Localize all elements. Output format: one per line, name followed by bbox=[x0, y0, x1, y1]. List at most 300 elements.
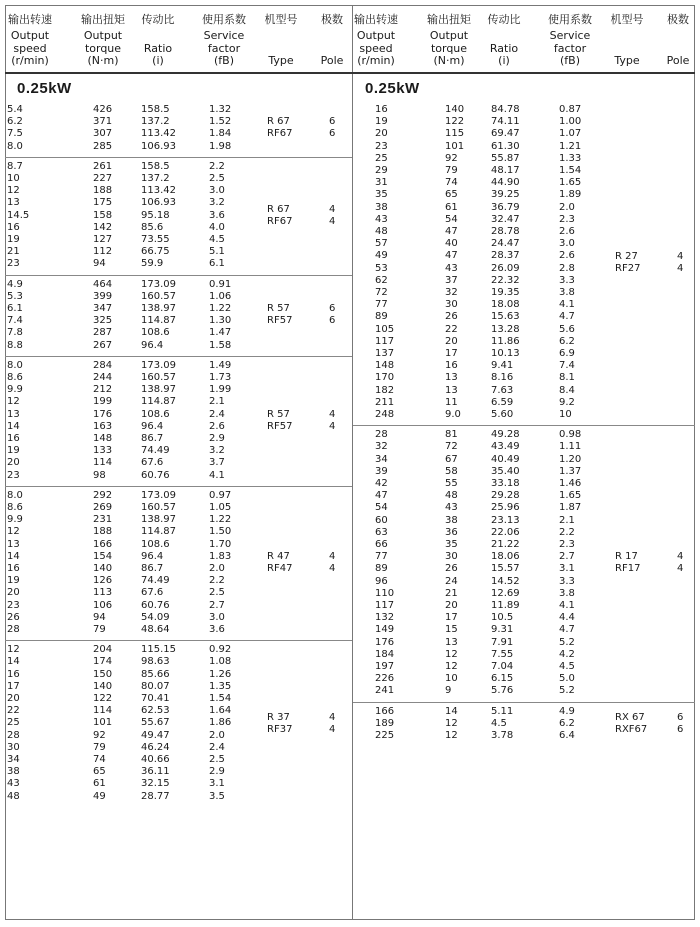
header-type-zh: 机型号 bbox=[610, 13, 644, 26]
pole-value: 6 bbox=[329, 128, 336, 140]
header-ratio-en3: (i) bbox=[498, 54, 510, 67]
torque-cell: 81 bbox=[445, 429, 458, 441]
right-power-label: 0.25kW bbox=[365, 80, 420, 97]
speed-cell: 10 bbox=[7, 173, 20, 184]
ratio-cell: 61.30 bbox=[491, 140, 520, 152]
table-row bbox=[5, 742, 352, 754]
torque-cell: 261 bbox=[93, 160, 113, 172]
factor-cell: 0.97 bbox=[209, 489, 232, 501]
factor-cell: 1.22 bbox=[209, 514, 232, 526]
ratio-cell: 173.09 bbox=[141, 489, 176, 501]
torque-cell: 47 bbox=[445, 226, 458, 237]
factor-cell: 2.0 bbox=[209, 729, 225, 741]
ratio-cell: 11.86 bbox=[491, 335, 520, 347]
header-service-zh: 使用系数 bbox=[202, 13, 246, 26]
ratio-cell: 22.06 bbox=[491, 526, 520, 538]
table-row bbox=[353, 177, 695, 189]
table-row bbox=[5, 421, 352, 433]
header-service-en2: factor bbox=[207, 42, 241, 55]
ratio-cell: 114.87 bbox=[141, 315, 176, 327]
speed-cell: 176 bbox=[375, 636, 395, 648]
table-row bbox=[5, 291, 352, 303]
speed-cell: 184 bbox=[375, 648, 395, 660]
torque-cell: 49 bbox=[93, 790, 106, 802]
speed-cell: 29 bbox=[375, 165, 388, 176]
speed-cell: 5.3 bbox=[7, 290, 23, 302]
ratio-cell: 5.11 bbox=[491, 705, 514, 717]
torque-cell: 12 bbox=[445, 661, 458, 672]
ratio-cell: 13.28 bbox=[491, 323, 520, 335]
factor-cell: 1.22 bbox=[209, 303, 232, 314]
factor-cell: 1.83 bbox=[209, 550, 232, 562]
factor-cell: 5.1 bbox=[209, 246, 225, 258]
group-separator bbox=[5, 157, 352, 158]
torque-cell: 65 bbox=[445, 189, 458, 201]
table-row bbox=[353, 165, 695, 177]
speed-cell: 17 bbox=[7, 680, 20, 692]
ratio-cell: 32.15 bbox=[141, 778, 170, 790]
speed-cell: 170 bbox=[375, 372, 395, 384]
torque-cell: 21 bbox=[445, 587, 458, 599]
header-speed-zh: 输出转速 bbox=[8, 13, 52, 26]
factor-cell: 8.4 bbox=[559, 384, 575, 396]
factor-cell: 1.37 bbox=[559, 465, 582, 477]
speed-cell: 13 bbox=[7, 197, 20, 209]
speed-cell: 8.8 bbox=[7, 339, 23, 351]
torque-cell: 399 bbox=[93, 290, 113, 302]
factor-cell: 5.6 bbox=[559, 323, 575, 335]
speed-cell: 63 bbox=[375, 526, 388, 538]
speed-cell: 20 bbox=[375, 128, 388, 140]
table-row bbox=[5, 563, 352, 575]
factor-cell: 1.32 bbox=[209, 104, 232, 115]
torque-cell: 17 bbox=[445, 348, 458, 359]
table-row bbox=[5, 234, 352, 246]
header-service-en2: factor bbox=[553, 42, 587, 55]
torque-cell: 94 bbox=[93, 611, 106, 623]
pole-value: 4 bbox=[329, 711, 336, 723]
table-row bbox=[5, 539, 352, 551]
torque-cell: 126 bbox=[93, 575, 113, 587]
torque-cell: 13 bbox=[445, 384, 458, 396]
factor-cell: 2.2 bbox=[559, 526, 575, 538]
group-separator bbox=[5, 275, 352, 276]
table-row bbox=[353, 637, 695, 649]
factor-cell: 1.05 bbox=[209, 502, 232, 513]
table-row bbox=[5, 669, 352, 681]
table-row bbox=[353, 214, 695, 226]
table-row bbox=[353, 238, 695, 250]
table-row bbox=[353, 527, 695, 539]
type-label: R 27 RF27 bbox=[615, 250, 641, 274]
torque-cell: 65 bbox=[93, 766, 106, 778]
table-row bbox=[5, 730, 352, 742]
ratio-cell: 173.09 bbox=[141, 278, 176, 290]
type-label: R 57 RF57 bbox=[267, 303, 293, 327]
ratio-cell: 108.6 bbox=[141, 538, 170, 550]
factor-cell: 10 bbox=[559, 409, 572, 420]
speed-cell: 23 bbox=[7, 599, 20, 611]
torque-cell: 347 bbox=[93, 303, 113, 314]
factor-cell: 1.65 bbox=[559, 490, 582, 502]
ratio-cell: 10.13 bbox=[491, 348, 520, 359]
torque-cell: 79 bbox=[93, 741, 106, 753]
ratio-cell: 73.55 bbox=[141, 234, 170, 245]
speed-cell: 43 bbox=[7, 778, 20, 790]
pole-value: 4 bbox=[329, 563, 336, 574]
torque-cell: 122 bbox=[93, 693, 113, 704]
ratio-cell: 14.52 bbox=[491, 575, 520, 587]
speed-cell: 48 bbox=[375, 226, 388, 237]
torque-cell: 13 bbox=[445, 636, 458, 648]
table-row bbox=[5, 372, 352, 384]
factor-cell: 6.9 bbox=[559, 348, 575, 359]
header-torque-en2: torque bbox=[430, 42, 468, 55]
torque-cell: 269 bbox=[93, 502, 113, 513]
table-row bbox=[5, 624, 352, 636]
factor-cell: 2.0 bbox=[559, 201, 575, 213]
speed-cell: 8.6 bbox=[7, 502, 23, 513]
table-row bbox=[5, 526, 352, 538]
pole-value: 4 bbox=[677, 551, 684, 563]
factor-cell: 3.6 bbox=[209, 209, 225, 221]
torque-cell: 72 bbox=[445, 441, 458, 453]
torque-cell: 292 bbox=[93, 489, 113, 501]
factor-cell: 2.2 bbox=[209, 160, 225, 172]
ratio-cell: 106.93 bbox=[141, 140, 176, 152]
torque-cell: 12 bbox=[445, 648, 458, 660]
speed-cell: 9.9 bbox=[7, 514, 23, 526]
torque-cell: 133 bbox=[93, 445, 113, 457]
factor-cell: 1.84 bbox=[209, 128, 232, 140]
speed-cell: 8.0 bbox=[7, 359, 23, 371]
header-service-zh: 使用系数 bbox=[548, 13, 592, 26]
header-torque-en3: (N·m) bbox=[87, 54, 119, 67]
speed-cell: 8.6 bbox=[7, 372, 23, 383]
ratio-cell: 86.7 bbox=[141, 433, 164, 444]
pole-value: 4 bbox=[329, 215, 336, 227]
torque-cell: 38 bbox=[445, 514, 458, 526]
speed-cell: 132 bbox=[375, 612, 395, 624]
torque-cell: 101 bbox=[93, 717, 113, 729]
header-speed-en1: Output bbox=[10, 29, 50, 42]
table-row bbox=[353, 661, 695, 673]
factor-cell: 2.9 bbox=[209, 766, 225, 778]
torque-cell: 35 bbox=[445, 539, 458, 550]
factor-cell: 2.4 bbox=[209, 741, 225, 753]
factor-cell: 1.47 bbox=[209, 327, 232, 339]
speed-cell: 110 bbox=[375, 587, 395, 599]
factor-cell: 1.11 bbox=[559, 441, 582, 453]
ratio-cell: 115.15 bbox=[141, 644, 176, 656]
factor-cell: 4.5 bbox=[209, 234, 225, 245]
header-speed-zh: 输出转速 bbox=[354, 13, 398, 26]
ratio-cell: 49.28 bbox=[491, 429, 520, 441]
table-row bbox=[5, 717, 352, 729]
ratio-cell: 84.78 bbox=[491, 104, 520, 115]
torque-cell: 22 bbox=[445, 323, 458, 335]
ratio-cell: 80.07 bbox=[141, 680, 170, 692]
pole-label bbox=[329, 303, 335, 327]
torque-cell: 307 bbox=[93, 128, 113, 140]
torque-cell: 9 bbox=[445, 685, 452, 697]
speed-cell: 13 bbox=[7, 408, 20, 420]
pole-value: 6 bbox=[677, 723, 684, 735]
torque-cell: 20 bbox=[445, 600, 458, 611]
table-row bbox=[5, 185, 352, 197]
torque-cell: 140 bbox=[445, 104, 465, 115]
speed-cell: 28 bbox=[375, 429, 388, 441]
table-row bbox=[5, 315, 352, 327]
pole-value: 6 bbox=[329, 315, 336, 327]
torque-cell: 101 bbox=[445, 140, 465, 152]
table-row bbox=[353, 551, 695, 563]
speed-cell: 8.0 bbox=[7, 489, 23, 501]
factor-cell: 1.70 bbox=[209, 538, 232, 550]
speed-cell: 137 bbox=[375, 348, 395, 359]
torque-cell: 231 bbox=[93, 514, 113, 526]
ratio-cell: 19.35 bbox=[491, 287, 520, 298]
speed-cell: 31 bbox=[375, 177, 388, 189]
factor-cell: 6.2 bbox=[559, 717, 575, 729]
ratio-cell: 62.53 bbox=[141, 705, 170, 717]
torque-cell: 287 bbox=[93, 327, 113, 339]
ratio-cell: 108.6 bbox=[141, 408, 170, 420]
header-ratio bbox=[475, 5, 533, 69]
factor-cell: 3.1 bbox=[559, 563, 575, 575]
ratio-cell: 39.25 bbox=[491, 189, 520, 201]
torque-cell: 47 bbox=[445, 250, 458, 262]
table-row bbox=[353, 324, 695, 336]
speed-cell: 226 bbox=[375, 673, 395, 685]
speed-cell: 117 bbox=[375, 600, 395, 611]
header-service bbox=[537, 5, 603, 69]
factor-cell: 6.2 bbox=[559, 335, 575, 347]
speed-cell: 149 bbox=[375, 624, 395, 636]
header-ratio-en2: Ratio bbox=[489, 42, 519, 55]
left-power-label: 0.25kW bbox=[17, 80, 72, 97]
table-row bbox=[5, 457, 352, 469]
speed-cell: 77 bbox=[375, 551, 388, 563]
table-row bbox=[353, 202, 695, 214]
table-row bbox=[5, 246, 352, 258]
ratio-cell: 59.9 bbox=[141, 258, 164, 270]
torque-cell: 55 bbox=[445, 478, 458, 489]
factor-cell: 2.5 bbox=[209, 754, 225, 765]
ratio-cell: 4.5 bbox=[491, 717, 507, 729]
speed-cell: 72 bbox=[375, 287, 388, 298]
ratio-cell: 113.42 bbox=[141, 185, 176, 197]
table-row bbox=[5, 551, 352, 563]
speed-cell: 28 bbox=[7, 624, 20, 635]
ratio-cell: 29.28 bbox=[491, 490, 520, 502]
speed-cell: 25 bbox=[375, 152, 388, 164]
table-row bbox=[5, 470, 352, 482]
type-label: RX 67 RXF67 bbox=[615, 711, 648, 735]
speed-cell: 16 bbox=[7, 668, 20, 680]
speed-cell: 7.8 bbox=[7, 327, 23, 339]
ratio-cell: 60.76 bbox=[141, 469, 170, 481]
table-row bbox=[353, 250, 695, 262]
pole-value: 6 bbox=[677, 711, 684, 723]
pole-value: 4 bbox=[329, 203, 336, 215]
speed-cell: 14 bbox=[7, 550, 20, 562]
table-row bbox=[353, 409, 695, 421]
torque-cell: 30 bbox=[445, 299, 458, 311]
pole-label bbox=[677, 551, 683, 575]
speed-cell: 211 bbox=[375, 396, 395, 408]
factor-cell: 3.5 bbox=[209, 790, 225, 802]
table-row bbox=[5, 514, 352, 526]
speed-cell: 16 bbox=[7, 221, 20, 233]
torque-cell: 148 bbox=[93, 433, 113, 444]
torque-cell: 188 bbox=[93, 185, 113, 197]
speed-cell: 14 bbox=[7, 420, 20, 432]
torque-cell: 58 bbox=[445, 465, 458, 477]
ratio-cell: 106.93 bbox=[141, 197, 176, 209]
table-row bbox=[5, 644, 352, 656]
group-separator bbox=[5, 356, 352, 357]
speed-cell: 28 bbox=[7, 729, 20, 741]
table-row bbox=[5, 490, 352, 502]
pole-value: 4 bbox=[329, 723, 336, 735]
factor-cell: 1.08 bbox=[209, 656, 232, 668]
ratio-cell: 18.08 bbox=[491, 299, 520, 311]
factor-cell: 1.52 bbox=[209, 116, 232, 128]
type-label: R 67 RF67 bbox=[267, 116, 293, 140]
ratio-cell: 40.49 bbox=[491, 453, 520, 465]
speed-cell: 77 bbox=[375, 299, 388, 311]
factor-cell: 1.86 bbox=[209, 717, 232, 729]
speed-cell: 19 bbox=[375, 116, 388, 128]
speed-cell: 16 bbox=[375, 104, 388, 115]
ratio-cell: 55.87 bbox=[491, 152, 520, 164]
factor-cell: 2.7 bbox=[209, 599, 225, 611]
ratio-cell: 22.32 bbox=[491, 274, 520, 286]
speed-cell: 117 bbox=[375, 335, 395, 347]
speed-cell: 49 bbox=[375, 250, 388, 262]
table-row bbox=[5, 754, 352, 766]
table-row bbox=[353, 348, 695, 360]
factor-cell: 4.7 bbox=[559, 311, 575, 323]
ratio-cell: 25.96 bbox=[491, 502, 520, 514]
torque-cell: 115 bbox=[445, 128, 465, 140]
ratio-cell: 33.18 bbox=[491, 478, 520, 489]
ratio-cell: 6.15 bbox=[491, 673, 514, 685]
header-service-en1: Service bbox=[203, 29, 245, 42]
ratio-cell: 86.7 bbox=[141, 563, 164, 574]
header-speed-en3: (r/min) bbox=[11, 54, 49, 67]
torque-cell: 94 bbox=[93, 258, 106, 270]
ratio-cell: 158.5 bbox=[141, 104, 170, 115]
ratio-cell: 9.31 bbox=[491, 624, 514, 636]
speed-cell: 25 bbox=[7, 717, 20, 729]
factor-cell: 0.87 bbox=[559, 104, 582, 115]
torque-cell: 166 bbox=[93, 538, 113, 550]
speed-cell: 4.9 bbox=[7, 278, 23, 290]
torque-cell: 15 bbox=[445, 624, 458, 636]
torque-cell: 79 bbox=[93, 624, 106, 635]
factor-cell: 3.0 bbox=[209, 611, 225, 623]
factor-cell: 1.89 bbox=[559, 189, 582, 201]
header-speed-en1: Output bbox=[356, 29, 396, 42]
torque-cell: 92 bbox=[445, 152, 458, 164]
ratio-cell: 36.79 bbox=[491, 201, 520, 213]
factor-cell: 1.98 bbox=[209, 140, 232, 152]
ratio-cell: 49.47 bbox=[141, 729, 170, 741]
table-row bbox=[5, 766, 352, 778]
pole-label bbox=[677, 251, 683, 275]
ratio-cell: 74.49 bbox=[141, 575, 170, 587]
torque-cell: 12 bbox=[445, 717, 458, 729]
ratio-cell: 15.57 bbox=[491, 563, 520, 575]
torque-cell: 74 bbox=[93, 754, 106, 765]
torque-cell: 158 bbox=[93, 209, 113, 221]
table-row bbox=[353, 466, 695, 478]
speed-cell: 48 bbox=[7, 790, 20, 802]
table-row bbox=[5, 384, 352, 396]
torque-cell: 113 bbox=[93, 587, 113, 599]
torque-cell: 67 bbox=[445, 453, 458, 465]
ratio-cell: 160.57 bbox=[141, 372, 176, 383]
torque-cell: 10 bbox=[445, 673, 458, 685]
type-label: R 17 RF17 bbox=[615, 551, 641, 575]
torque-cell: 464 bbox=[93, 278, 113, 290]
factor-cell: 4.9 bbox=[559, 705, 575, 717]
table-row bbox=[353, 336, 695, 348]
speed-cell: 5.4 bbox=[7, 104, 23, 115]
factor-cell: 1.54 bbox=[559, 165, 582, 176]
factor-cell: 9.2 bbox=[559, 396, 575, 408]
ratio-cell: 67.6 bbox=[141, 587, 164, 599]
table-row bbox=[353, 539, 695, 551]
torque-cell: 30 bbox=[445, 551, 458, 563]
torque-cell: 92 bbox=[93, 729, 106, 741]
torque-cell: 12 bbox=[445, 730, 458, 741]
factor-cell: 4.5 bbox=[559, 661, 575, 672]
speed-cell: 22 bbox=[7, 705, 20, 717]
speed-cell: 43 bbox=[375, 213, 388, 225]
torque-cell: 227 bbox=[93, 173, 113, 184]
torque-cell: 188 bbox=[93, 526, 113, 538]
factor-cell: 1.35 bbox=[209, 680, 232, 692]
factor-cell: 1.58 bbox=[209, 339, 232, 351]
table-row bbox=[5, 327, 352, 339]
factor-cell: 6.4 bbox=[559, 730, 575, 741]
header-service-en1: Service bbox=[549, 29, 591, 42]
factor-cell: 3.0 bbox=[559, 238, 575, 250]
ratio-cell: 85.6 bbox=[141, 221, 164, 233]
factor-cell: 8.1 bbox=[559, 372, 575, 384]
torque-cell: 11 bbox=[445, 396, 458, 408]
speed-cell: 197 bbox=[375, 661, 395, 672]
header-service-en3: (fB) bbox=[559, 54, 580, 67]
header-pole-zh: 极数 bbox=[667, 13, 689, 26]
ratio-cell: 96.4 bbox=[141, 339, 164, 351]
ratio-cell: 5.60 bbox=[491, 409, 514, 420]
header-pole-zh: 极数 bbox=[321, 13, 343, 26]
ratio-cell: 54.09 bbox=[141, 611, 170, 623]
factor-cell: 1.26 bbox=[209, 668, 232, 680]
ratio-cell: 28.77 bbox=[141, 790, 170, 802]
header-service bbox=[191, 5, 257, 69]
factor-cell: 3.3 bbox=[559, 274, 575, 286]
torque-cell: 174 bbox=[93, 656, 113, 668]
ratio-cell: 8.16 bbox=[491, 372, 514, 384]
table-row bbox=[353, 429, 695, 441]
factor-cell: 2.6 bbox=[559, 250, 575, 262]
factor-cell: 2.1 bbox=[559, 514, 575, 526]
